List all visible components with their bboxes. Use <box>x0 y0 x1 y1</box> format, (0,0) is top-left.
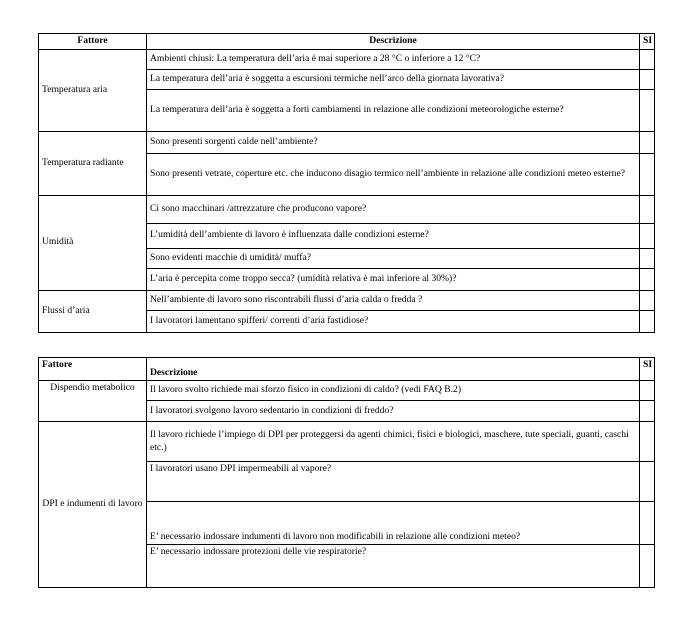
description-cell: Sono presenti vetrate, coperture etc. che inducono disagio termico nell’ambiente in relazione alle condizioni meteo esterne? <box>147 153 640 195</box>
factor-cell: Umidità <box>39 195 147 290</box>
yes-checkbox-cell[interactable] <box>640 381 655 401</box>
factor-cell: Temperatura radiante <box>39 131 147 195</box>
table-header-row <box>39 358 655 381</box>
description-cell: I lavoratori svolgono lavoro sedentario in condizioni di freddo? <box>147 401 640 422</box>
description-cell: L’umidità dell’ambiente di lavoro è influenzata dalle condizioni esterne? <box>147 223 640 248</box>
header-description: Descrizione <box>147 34 640 50</box>
yes-checkbox-cell[interactable] <box>640 310 655 332</box>
table-row <box>39 131 655 153</box>
header-factor: Fattore <box>39 358 147 381</box>
factor-cell: Dispendio metabolico <box>39 381 147 422</box>
yes-checkbox-cell[interactable] <box>640 502 655 545</box>
description-cell: I lavoratori usano DPI impermeabili al vapore? <box>147 462 640 502</box>
description-cell: Sono presenti sorgenti calde nell’ambiente? <box>147 131 640 153</box>
yes-checkbox-cell[interactable] <box>640 422 655 462</box>
description-cell: Sono evidenti macchie di umidità/ muffa? <box>147 248 640 268</box>
yes-checkbox-cell[interactable] <box>640 290 655 310</box>
factor-cell: Flussi d’aria <box>39 290 147 332</box>
header-yes: SI <box>640 34 655 50</box>
description-cell: Nell’ambiente di lavoro sono riscontrabili flussi d’aria calda o fredda ? <box>147 290 640 310</box>
table-header-row <box>39 34 655 50</box>
description-cell: I lavoratori lamentano spifferi/ correnti d’aria fastidiose? <box>147 310 640 332</box>
factor-cell: Temperatura aria <box>39 49 147 131</box>
table-row <box>39 49 655 69</box>
description-cell: E’ necessario indossare indumenti di lavoro non modificabili in relazione alle condizioni meteo? <box>147 502 640 545</box>
yes-checkbox-cell[interactable] <box>640 195 655 223</box>
yes-checkbox-cell[interactable] <box>640 462 655 502</box>
header-factor: Fattore <box>39 34 147 50</box>
table-row <box>39 381 655 401</box>
description-cell: La temperatura dell’aria è soggetta a forti cambiamenti in relazione alle condizioni meteorologiche esterne? <box>147 89 640 131</box>
yes-checkbox-cell[interactable] <box>640 153 655 195</box>
yes-checkbox-cell[interactable] <box>640 223 655 248</box>
description-cell: Il lavoro richiede l’impiego di DPI per proteggersi da agenti chimici, fisici e biologici, maschere, tute speciali, guanti, caschi etc.) <box>147 422 640 462</box>
description-cell: Il lavoro svolto richiede mai sforzo fisico in condizioni di caldo? (vedi FAQ B.2) <box>147 381 640 401</box>
table-row <box>39 195 655 223</box>
factor-cell: DPI e indumenti di lavoro <box>39 422 147 588</box>
yes-checkbox-cell[interactable] <box>640 545 655 588</box>
table-row <box>39 422 655 462</box>
header-description: Descrizione <box>147 358 640 381</box>
description-cell: E’ necessario indossare protezioni delle vie respiratorie? <box>147 545 640 588</box>
thermal-factors-table-1 <box>38 33 655 333</box>
description-cell: Ci sono macchinari /attrezzature che producono vapore? <box>147 195 640 223</box>
thermal-factors-table-2 <box>38 357 655 588</box>
description-cell: L’aria è percepita come troppo secca? (umidità relativa è mai inferiore al 30%)? <box>147 268 640 290</box>
yes-checkbox-cell[interactable] <box>640 49 655 69</box>
yes-checkbox-cell[interactable] <box>640 401 655 422</box>
yes-checkbox-cell[interactable] <box>640 248 655 268</box>
table-row <box>39 290 655 310</box>
header-yes: SI <box>640 358 655 381</box>
description-cell: La temperatura dell’aria è soggetta a escursioni termiche nell’arco della giornata lavorativa? <box>147 69 640 89</box>
description-cell: Ambienti chiusi: La temperatura dell’aria è mai superiore a 28 °C o inferiore a 12 °C? <box>147 49 640 69</box>
yes-checkbox-cell[interactable] <box>640 268 655 290</box>
yes-checkbox-cell[interactable] <box>640 69 655 89</box>
yes-checkbox-cell[interactable] <box>640 89 655 131</box>
yes-checkbox-cell[interactable] <box>640 131 655 153</box>
